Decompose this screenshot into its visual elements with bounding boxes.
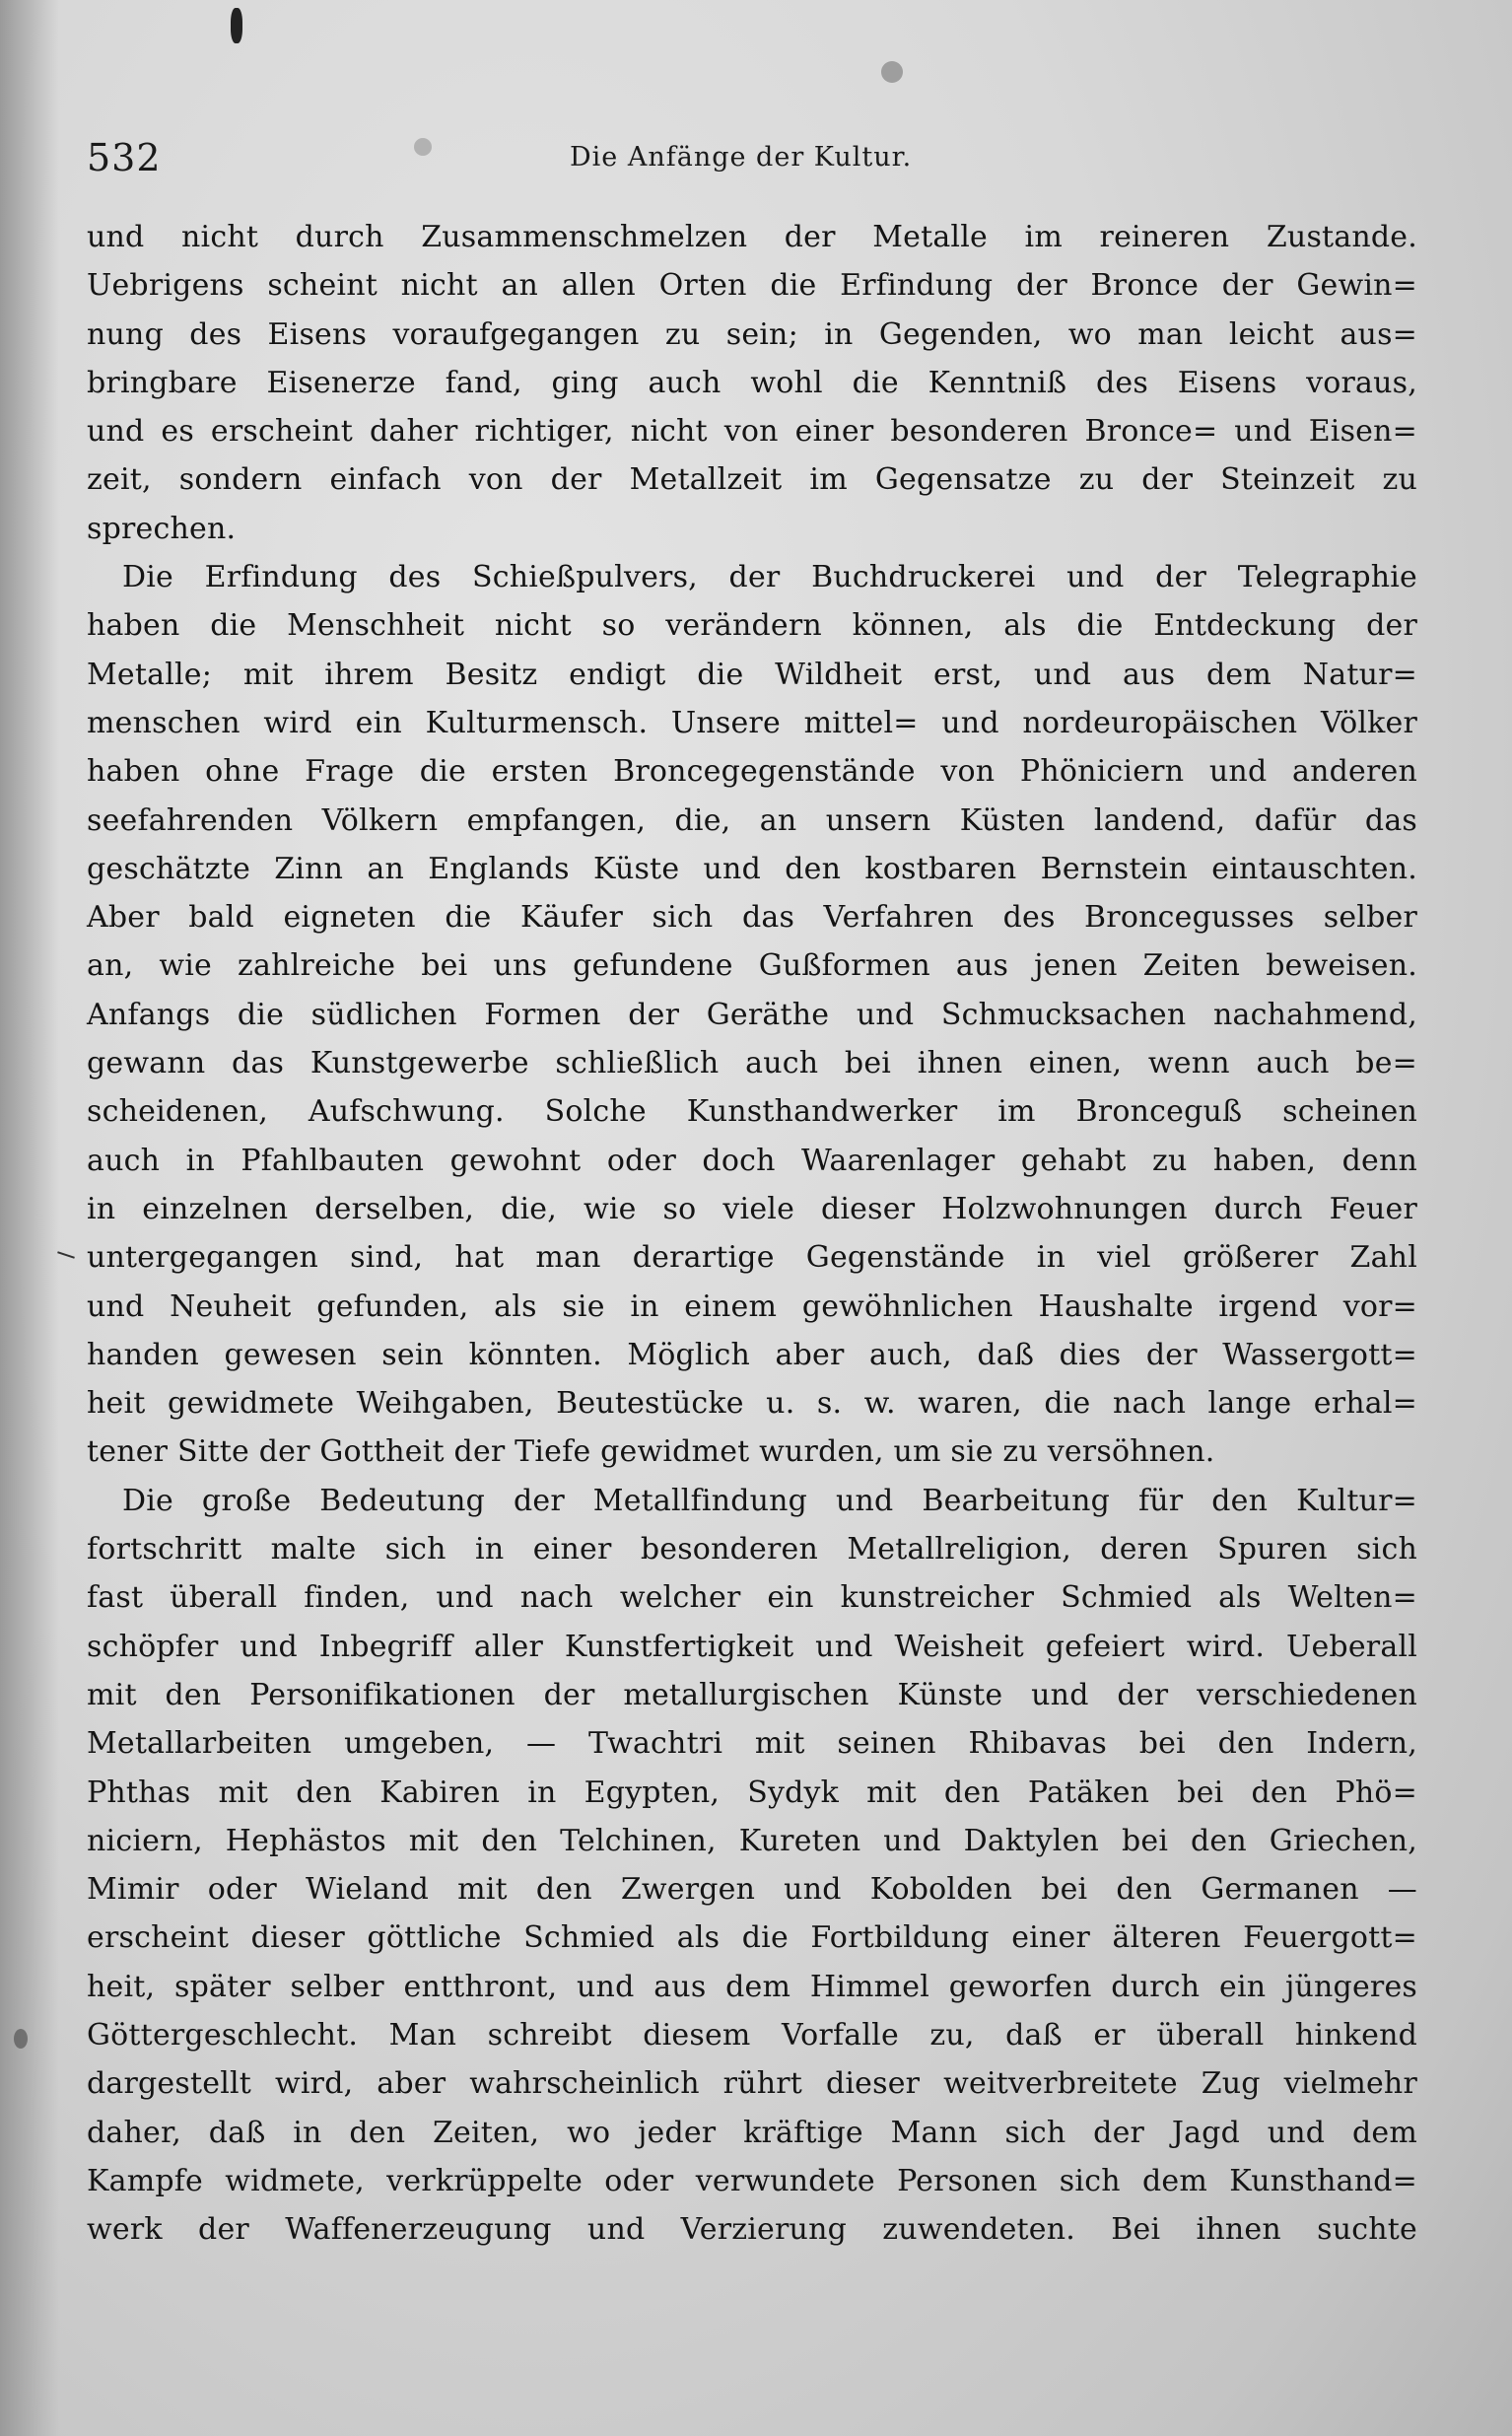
text-line: handen gewesen sein könnten. Möglich aber auch, daß dies der Wassergott= — [87, 1337, 1417, 1372]
text-line: Göttergeschlecht. Man schreibt diesem Vorfalle zu, daß er überall hinkend — [87, 2017, 1417, 2053]
text-line: fast überall finden, und nach welcher ein kunstreicher Schmied als Welten= — [87, 1580, 1417, 1616]
text-line: menschen wird ein Kulturmensch. Unsere mittel= und nordeuropäischen Völker — [87, 705, 1417, 740]
text-line: und nicht durch Zusammenschmelzen der Metalle im reineren Zustande. — [87, 220, 1417, 254]
text-line: Metallarbeiten umgeben, — Twachtri mit seinen Rhibavas bei den Indern, — [87, 1726, 1417, 1762]
text-line: Metalle; mit ihrem Besitz endigt die Wildheit erst, und aus dem Natur= — [87, 657, 1417, 692]
text-line: mit den Personifikationen der metallurgischen Künste und der verschiedenen — [87, 1677, 1417, 1712]
running-title: Die Anfänge der Kultur. — [570, 142, 913, 173]
text-line: an, wie zahlreiche bei uns gefundene Gußformen aus jenen Zeiten beweisen. — [87, 948, 1417, 984]
text-line: werk der Waffenerzeugung und Verzierung zuwendeten. Bei ihnen suchte — [87, 2212, 1417, 2248]
ink-blot — [231, 8, 242, 43]
text-line: tener Sitte der Gottheit der Tiefe gewidmet wurden, um sie zu versöhnen. — [87, 1434, 1215, 1470]
running-head — [87, 136, 1398, 185]
paper-stain — [881, 61, 903, 83]
text-line: Aber bald eigneten die Käufer sich das Verfahren des Broncegusses selber — [87, 900, 1417, 936]
text-line: dargestellt wird, aber wahrscheinlich rührt dieser weitverbreitete Zug vielmehr — [87, 2066, 1417, 2102]
text-line: haben die Menschheit nicht so verändern können, als die Entdeckung der — [87, 608, 1417, 644]
text-line: untergegangen sind, hat man derartige Gegenstände in viel größerer Zahl — [87, 1240, 1417, 1276]
body-text — [87, 213, 1417, 2254]
text-line: bringbare Eisenerze fand, ging auch wohl die Kenntniß des Eisens voraus, — [87, 365, 1417, 400]
text-line: daher, daß in den Zeiten, wo jeder kräftige Mann sich der Jagd und dem — [87, 2115, 1417, 2150]
text-line: erscheint dieser göttliche Schmied als die Fortbildung einer älteren Feuergott= — [87, 1920, 1417, 1956]
text-line: heit gewidmete Weihgaben, Beutestücke u. s. w. waren, die nach lange erhal= — [87, 1386, 1417, 1422]
text-line: auch in Pfahlbauten gewohnt oder doch Waarenlager gehabt zu haben, denn — [87, 1143, 1417, 1178]
text-line: Mimir oder Wieland mit den Zwergen und Kobolden bei den Germanen — — [87, 1872, 1417, 1908]
text-line: Anfangs die südlichen Formen der Geräthe und Schmucksachen nachahmend, — [87, 997, 1417, 1032]
text-line: zeit, sondern einfach von der Metallzeit im Gegensatze zu der Steinzeit zu — [87, 462, 1417, 498]
text-line: niciern, Hephästos mit den Telchinen, Kureten und Daktylen bei den Griechen, — [87, 1823, 1417, 1858]
text-line: scheidenen, Aufschwung. Solche Kunsthandwerker im Bronceguß scheinen — [87, 1094, 1417, 1130]
binding-shadow — [0, 0, 59, 2436]
text-line: Kampfe widmete, verkrüppelte oder verwundete Personen sich dem Kunsthand= — [87, 2163, 1417, 2198]
text-line: Phthas mit den Kabiren in Egypten, Sydyk mit den Patäken bei den Phö= — [87, 1775, 1417, 1810]
text-line: heit, später selber entthront, und aus dem Himmel geworfen durch ein jüngeres — [87, 1969, 1417, 2004]
text-line: Uebrigens scheint nicht an allen Orten die Erfindung der Bronce der Gewin= — [87, 268, 1417, 304]
text-line: Die Erfindung des Schießpulvers, der Buchdruckerei und der Telegraphie — [122, 560, 1417, 595]
paper-stain — [14, 2029, 28, 2049]
text-line: in einzelnen derselben, die, wie so viele dieser Holzwohnungen durch Feuer — [87, 1191, 1417, 1226]
text-line: und Neuheit gefunden, als sie in einem gewöhnlichen Haushalte irgend vor= — [87, 1288, 1417, 1324]
margin-mark — [57, 1251, 75, 1258]
text-line: gewann das Kunstgewerbe schließlich auch bei ihnen einen, wenn auch be= — [87, 1046, 1417, 1081]
text-line: sprechen. — [87, 511, 237, 546]
text-line: und es erscheint daher richtiger, nicht von einer besonderen Bronce= und Eisen= — [87, 414, 1417, 450]
page-number: 532 — [87, 136, 162, 179]
text-line: Die große Bedeutung der Metallfindung und Bearbeitung für den Kultur= — [122, 1483, 1417, 1518]
text-line: nung des Eisens voraufgegangen zu sein; in Gegenden, wo man leicht aus= — [87, 316, 1417, 352]
text-line: fortschritt malte sich in einer besonderen Metallreligion, deren Spuren sich — [87, 1532, 1417, 1567]
text-line: seefahrenden Völkern empfangen, die, an unsern Küsten landend, dafür das — [87, 802, 1417, 838]
text-line: haben ohne Frage die ersten Broncegegenstände von Phöniciern und anderen — [87, 754, 1417, 790]
text-line: schöpfer und Inbegriff aller Kunstfertigkeit und Weisheit gefeiert wird. Ueberall — [87, 1629, 1417, 1664]
text-line: geschätzte Zinn an Englands Küste und den kostbaren Bernstein eintauschten. — [87, 851, 1417, 886]
